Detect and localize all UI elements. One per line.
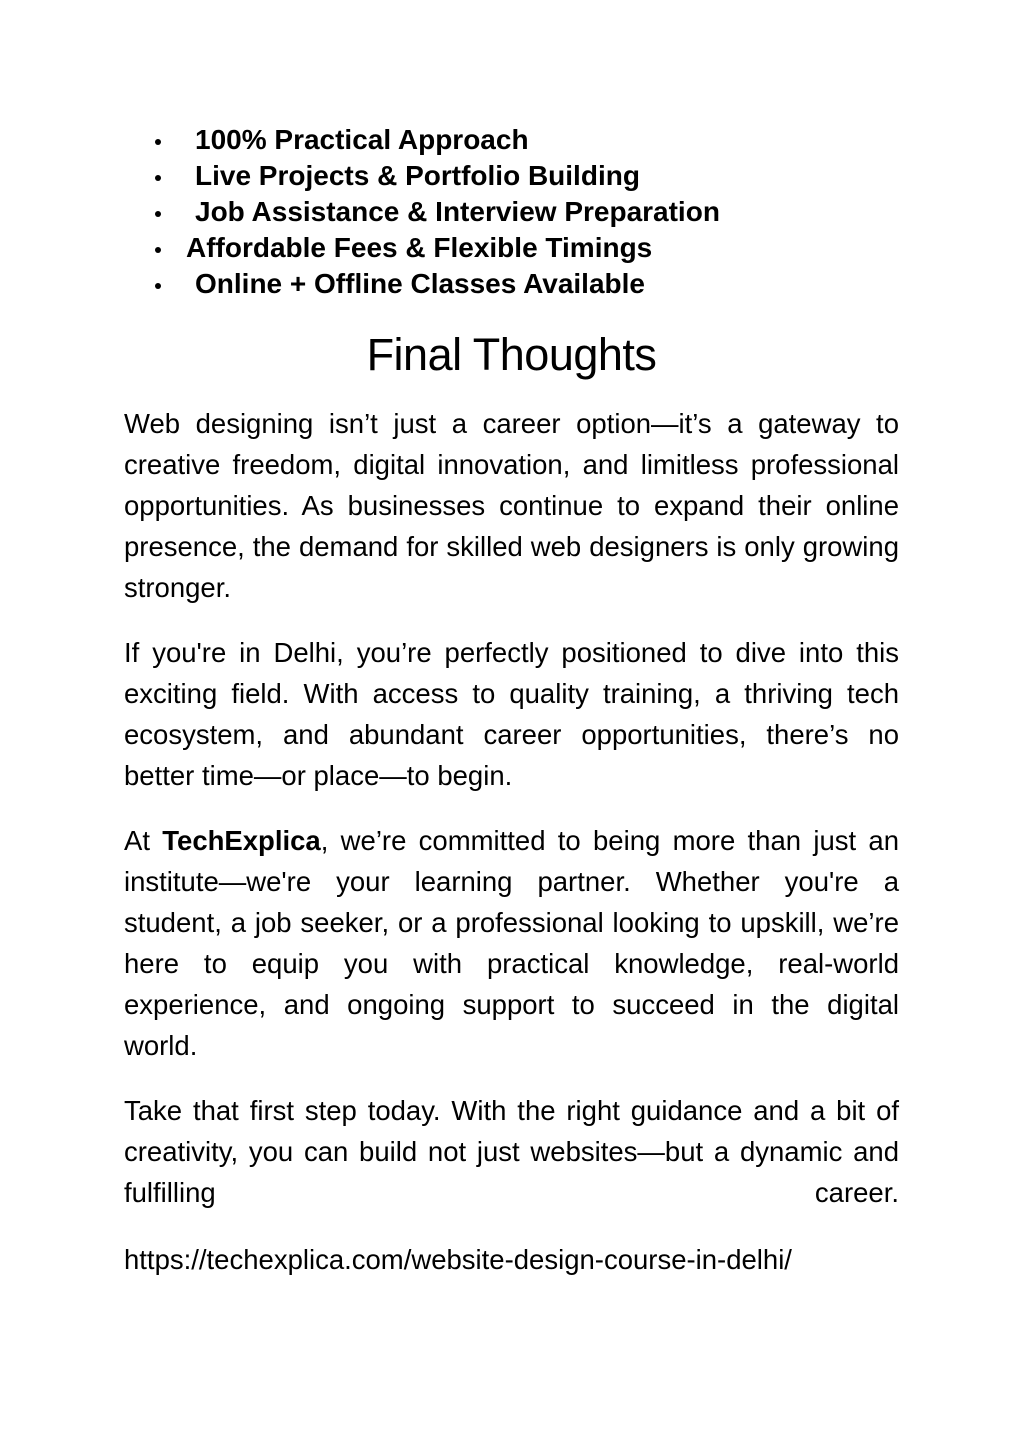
paragraph-intro: Web designing isn’t just a career option—it’s a gateway to creative freedom, digital innovation, and limitless professional opportunities. As businesses continue to expand their online presence, the demand for skilled web designers is only growing stronger.: [124, 408, 899, 603]
bullet-icon: [155, 283, 161, 289]
list-item-label: 100% Practical Approach: [195, 124, 529, 155]
body-text: [124, 403, 899, 1280]
bullet-icon: [155, 139, 161, 145]
paragraph-closing: Take that first step today. With the right guidance and a bit of creativity, you can build not just websites—but a dynamic and fulfilling career.: [124, 1095, 899, 1208]
paragraph-prefix: At: [124, 825, 163, 856]
list-item-label: Job Assistance & Interview Preparation: [195, 196, 720, 227]
paragraph-techexplica: [124, 820, 899, 1066]
list-item-label: Online + Offline Classes Available: [195, 268, 645, 299]
paragraph-delhi: If you're in Delhi, you’re perfectly positioned to dive into this exciting field. With access to quality training, a thriving tech ecosystem, and abundant career opportunities, there’s no better time—or place—to begin.: [124, 637, 899, 791]
section-heading: Final Thoughts: [366, 329, 657, 380]
bullet-icon: [155, 211, 161, 217]
course-link[interactable]: https://techexplica.com/website-design-course-in-delhi/: [124, 1244, 792, 1275]
brand-name: TechExplica: [162, 825, 321, 856]
paragraph-rest: , we’re committed to being more than just an institute—we're your learning partner. Whether you're a student, a job seeker, or a professional looking to upskill, we’re here to equip you with practical knowledge, real-world experience, and ongoing support to succeed in the digital world.: [124, 825, 899, 1061]
list-item-label: Live Projects & Portfolio Building: [195, 160, 640, 191]
bullet-icon: [155, 247, 161, 253]
bullet-icon: [155, 175, 161, 181]
list-item-label: Affordable Fees & Flexible Timings: [186, 232, 653, 263]
